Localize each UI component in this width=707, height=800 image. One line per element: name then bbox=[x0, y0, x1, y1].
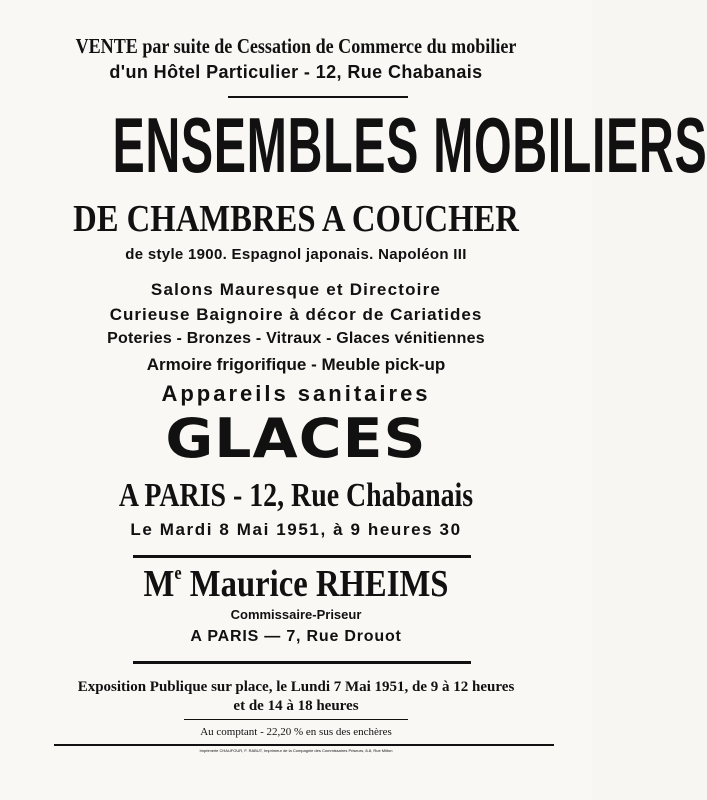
item-line: Curieuse Baignoire à décor de Cariatides bbox=[109, 305, 483, 324]
item-line: Salons Mauresque et Directoire bbox=[150, 280, 442, 299]
item-line: Appareils sanitaires bbox=[161, 381, 431, 406]
divider-top bbox=[133, 555, 471, 558]
payment-terms: Au comptant - 22,20 % en sus des enchères bbox=[200, 726, 392, 738]
hotel-address-line: d'un Hôtel Particulier - 12, Rue Chabanais bbox=[109, 62, 483, 82]
auctioneer-title: Commissaire-Priseur bbox=[230, 607, 362, 622]
sale-date: Le Mardi 8 Mai 1951, à 9 heures 30 bbox=[130, 520, 462, 539]
exposition-line-2: et de 14 à 18 heures bbox=[233, 698, 359, 714]
auctioneer-address: A PARIS — 7, Rue Drouot bbox=[190, 628, 402, 645]
item-line: Poteries - Bronzes - Vitraux - Glaces vénitiennes bbox=[107, 330, 485, 347]
auctioneer-prefix-sup: e bbox=[174, 562, 182, 584]
styles-line: de style 1900. Espagnol japonais. Napoléon III bbox=[125, 246, 467, 263]
divider-thin bbox=[184, 719, 408, 720]
sale-notice-line: VENTE par suite de Cessation de Commerce du mobilier bbox=[75, 34, 517, 58]
glaces-heading: GLACES bbox=[165, 407, 427, 470]
item-line: Armoire frigorifique - Meuble pick-up bbox=[146, 355, 446, 374]
divider-footer bbox=[54, 744, 554, 746]
printer-credit: Imprimerie CHAUFOUR, F. RABUT, Imprimeur de la Compagnie des Commissaires Priseurs, 8-8, Rue Milton bbox=[199, 748, 393, 753]
divider-short bbox=[228, 96, 408, 98]
exposition-line-1: Exposition Publique sur place, le Lundi 7 Mai 1951, de 9 à 12 heures bbox=[77, 679, 515, 695]
auctioneer-name bbox=[41, 562, 550, 606]
auctioneer-name-text: Maurice RHEIMS bbox=[189, 563, 449, 605]
divider-bottom bbox=[133, 661, 471, 664]
subheadline: DE CHAMBRES A COUCHER bbox=[73, 198, 519, 240]
sale-location: A PARIS - 12, Rue Chabanais bbox=[118, 477, 474, 514]
auctioneer-prefix: M bbox=[143, 563, 175, 605]
headline: ENSEMBLES MOBILIERS bbox=[112, 101, 707, 189]
